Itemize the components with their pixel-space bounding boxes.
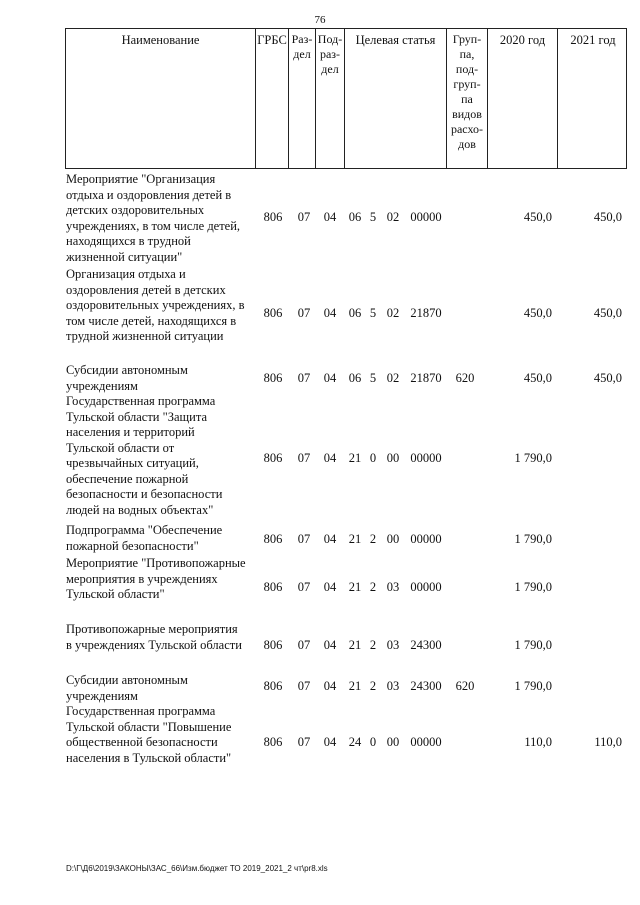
cell-grbs: 806 — [263, 735, 283, 749]
cell-2020: 450,0 — [523, 306, 552, 320]
cell-target-3: 03 — [386, 638, 400, 652]
cell-razdel: 07 — [297, 638, 311, 652]
cell-target-1: 21 — [348, 638, 362, 652]
cell-grbs: 806 — [263, 638, 283, 652]
header-name: Наименование — [66, 29, 256, 168]
cell-2020: 1 790,0 — [514, 532, 552, 546]
cell-razdel: 07 — [297, 532, 311, 546]
cell-target-2: 0 — [369, 735, 377, 749]
cell-grbs: 806 — [263, 580, 283, 594]
cell-target-1: 21 — [348, 532, 362, 546]
cell-2020: 1 790,0 — [514, 580, 552, 594]
cell-2020: 1 790,0 — [514, 679, 552, 693]
row-name: Государственная программа Тульской области "Повышение общественной безопасности населения в Тульской области" — [66, 704, 232, 765]
header-2020: 2020 год — [488, 29, 558, 168]
cell-target-2: 5 — [369, 306, 377, 320]
cell-grbs: 806 — [263, 371, 283, 385]
cell-target-4: 00000 — [410, 580, 442, 594]
page-number: 76 — [314, 14, 326, 26]
cell-target-1: 06 — [348, 371, 362, 385]
cell-vr: 620 — [455, 679, 475, 693]
cell-grbs: 806 — [263, 451, 283, 465]
cell-target-4: 24300 — [410, 679, 442, 693]
cell-grbs: 806 — [263, 532, 283, 546]
table-header — [65, 28, 627, 169]
cell-target-1: 21 — [348, 679, 362, 693]
cell-target-2: 2 — [369, 638, 377, 652]
cell-2020: 450,0 — [523, 210, 552, 224]
header-razdel: Раз- дел — [289, 29, 316, 168]
header-podrazdel: Под- раз- дел — [316, 29, 345, 168]
cell-target-4: 21870 — [410, 306, 442, 320]
cell-target-3: 02 — [386, 210, 400, 224]
cell-vr: 620 — [455, 371, 475, 385]
cell-target-2: 5 — [369, 371, 377, 385]
cell-podrazdel: 04 — [323, 306, 337, 320]
cell-podrazdel: 04 — [323, 580, 337, 594]
cell-target-2: 2 — [369, 679, 377, 693]
cell-2021: 450,0 — [593, 371, 622, 385]
cell-2021: 110,0 — [594, 735, 622, 749]
cell-2020: 110,0 — [524, 735, 552, 749]
row-name: Подпрограмма "Обеспечение пожарной безопасности" — [66, 523, 223, 553]
row-name: Мероприятие "Организация отдыха и оздоровления детей в детских оздоровительных учреждениях, в том числе детей, находящихся в трудной жизненной ситуации" — [66, 172, 241, 264]
cell-2020: 1 790,0 — [514, 638, 552, 652]
cell-podrazdel: 04 — [323, 638, 337, 652]
cell-podrazdel: 04 — [323, 679, 337, 693]
row-name: Мероприятие "Противопожарные мероприятия в учреждениях Тульской области" — [66, 556, 246, 601]
cell-target-1: 06 — [348, 306, 362, 320]
row-name: Субсидии автономным учреждениям — [66, 673, 188, 703]
cell-podrazdel: 04 — [323, 735, 337, 749]
cell-2020: 450,0 — [523, 371, 552, 385]
cell-razdel: 07 — [297, 306, 311, 320]
cell-podrazdel: 04 — [323, 532, 337, 546]
cell-target-2: 2 — [369, 532, 377, 546]
cell-target-3: 02 — [386, 306, 400, 320]
header-2021: 2021 год — [570, 33, 616, 47]
cell-grbs: 806 — [263, 306, 283, 320]
cell-target-2: 0 — [369, 451, 377, 465]
header-target: Целевая статья — [345, 29, 447, 168]
cell-target-4: 21870 — [410, 371, 442, 385]
cell-target-4: 00000 — [410, 451, 442, 465]
file-path-footer: D:\Г\Д6\2019\ЗАКОНЫ\ЗАС_66\Изм.бюджет ТО 2019_2021_2 чт\pr8.xls — [66, 864, 328, 873]
cell-target-4: 00000 — [410, 210, 442, 224]
cell-target-4: 24300 — [410, 638, 442, 652]
cell-razdel: 07 — [297, 451, 311, 465]
cell-target-3: 00 — [386, 451, 400, 465]
cell-podrazdel: 04 — [323, 210, 337, 224]
row-name: Противопожарные мероприятия в учреждениях Тульской области — [66, 622, 242, 652]
row-name: Государственная программа Тульской области "Защита населения и территорий Тульской области от чрезвычайных ситуаций, обеспечение пожарной безопасности и безопасности людей на водных объектах" — [66, 394, 223, 517]
header-grbs: ГРБС — [256, 29, 289, 168]
cell-target-1: 24 — [348, 735, 362, 749]
cell-target-4: 00000 — [410, 532, 442, 546]
cell-target-1: 21 — [348, 451, 362, 465]
cell-target-1: 21 — [348, 580, 362, 594]
row-name: Организация отдыха и оздоровления детей в детских оздоровительных учреждениях, в том числе детей, находящихся в трудной жизненной ситуации — [66, 267, 245, 343]
cell-2020: 1 790,0 — [514, 451, 552, 465]
cell-target-2: 2 — [369, 580, 377, 594]
cell-target-4: 00000 — [410, 735, 442, 749]
cell-razdel: 07 — [297, 371, 311, 385]
cell-target-3: 00 — [386, 532, 400, 546]
header-group: Груп- па, под- груп- па видов расхо- дов — [447, 29, 488, 168]
cell-2021: 450,0 — [593, 210, 622, 224]
cell-2021: 450,0 — [593, 306, 622, 320]
cell-target-3: 00 — [386, 735, 400, 749]
cell-razdel: 07 — [297, 735, 311, 749]
cell-grbs: 806 — [263, 210, 283, 224]
cell-razdel: 07 — [297, 679, 311, 693]
row-name: Субсидии автономным учреждениям — [66, 363, 188, 393]
cell-grbs: 806 — [263, 679, 283, 693]
cell-target-1: 06 — [348, 210, 362, 224]
cell-podrazdel: 04 — [323, 371, 337, 385]
cell-target-3: 03 — [386, 679, 400, 693]
cell-podrazdel: 04 — [323, 451, 337, 465]
cell-razdel: 07 — [297, 210, 311, 224]
cell-target-2: 5 — [369, 210, 377, 224]
cell-target-3: 03 — [386, 580, 400, 594]
cell-razdel: 07 — [297, 580, 311, 594]
cell-target-3: 02 — [386, 371, 400, 385]
